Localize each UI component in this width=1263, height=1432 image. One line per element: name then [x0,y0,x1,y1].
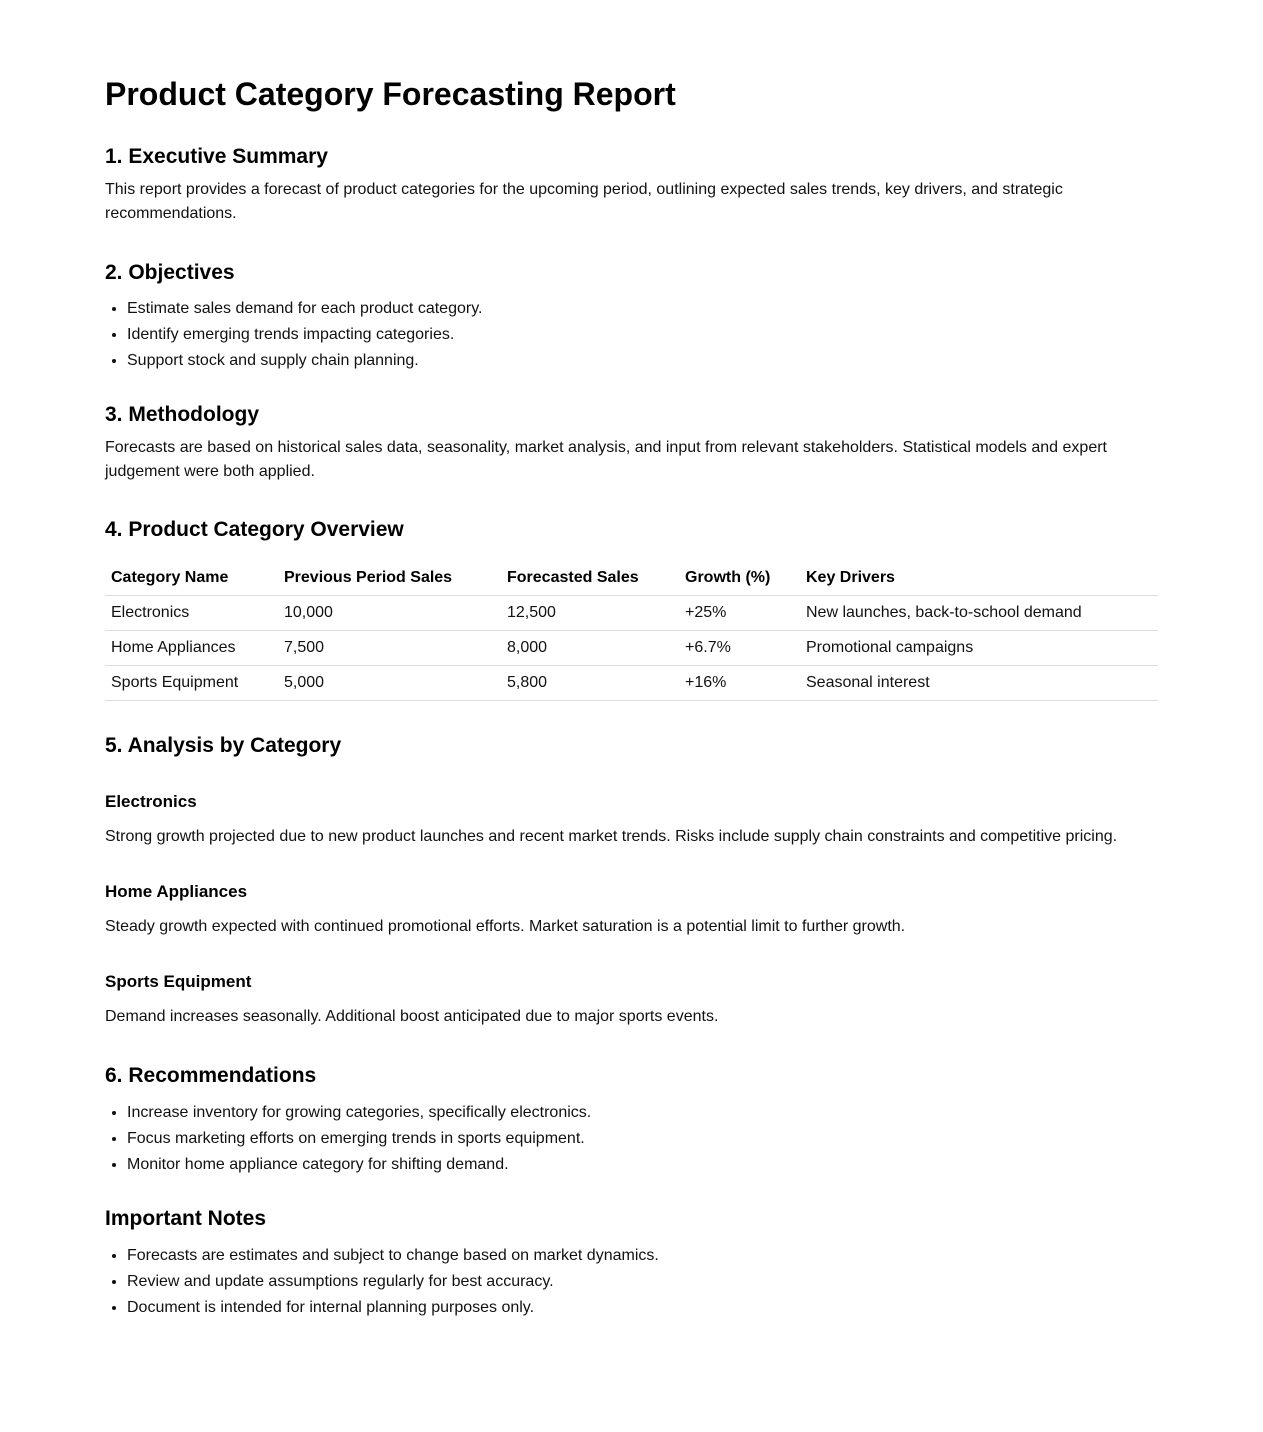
analysis-sports-equipment-text: Demand increases seasonally. Additional boost anticipated due to major sports events. [105,1008,719,1025]
table-cell: +16% [679,666,800,701]
table-cell: Sports Equipment [105,666,278,701]
list-item: • Identify emerging trends impacting categories. [127,322,1158,348]
table-cell: 7,500 [278,631,501,666]
table-row [105,596,1158,631]
list-item: • Document is intended for internal planning purposes only. [127,1295,1158,1321]
table-cell: 10,000 [278,596,501,631]
methodology-text: Forecasts are based on historical sales data, seasonality, market analysis, and input from relevant stakeholders. Statistical models and expert judgement were both applied. [105,439,1107,480]
table-cell: +25% [679,596,800,631]
table-header-row [105,560,1158,596]
recommendations-list [105,1100,1158,1178]
objectives-heading: 2. Objectives [105,261,235,284]
executive-summary-text: This report provides a forecast of product categories for the upcoming period, outlining expected sales trends, key drivers, and strategic recommendations. [105,181,1063,222]
column-header: Growth (%) [685,568,771,586]
overview-heading: 4. Product Category Overview [105,518,404,541]
column-header: Previous Period Sales [284,568,453,586]
table-cell: 8,000 [501,631,679,666]
analysis-electronics-text: Strong growth projected due to new product launches and recent market trends. Risks include supply chain constraints and competitive pricing. [105,828,1118,845]
column-header: Forecasted Sales [507,568,639,586]
analysis-electronics-heading: Electronics [105,792,197,811]
list-item: • Monitor home appliance category for shifting demand. [127,1152,1158,1178]
table-cell: Seasonal interest [800,666,1158,701]
analysis-heading: 5. Analysis by Category [105,734,342,757]
column-header: Key Drivers [806,568,895,586]
category-overview-table [105,560,1158,701]
table-cell: +6.7% [679,631,800,666]
list-item: • Support stock and supply chain planning. [127,348,1158,374]
table-cell: New launches, back-to-school demand [800,596,1158,631]
objectives-list [105,296,1158,374]
table-cell: 5,000 [278,666,501,701]
table-row [105,631,1158,666]
recommendations-heading: 6. Recommendations [105,1064,317,1087]
methodology-heading: 3. Methodology [105,403,259,426]
table-cell: 5,800 [501,666,679,701]
analysis-home-appliances-text: Steady growth expected with continued promotional efforts. Market saturation is a potential limit to further growth. [105,918,906,935]
table-cell: 12,500 [501,596,679,631]
list-item: • Increase inventory for growing categories, specifically electronics. [127,1100,1158,1126]
analysis-sports-equipment-heading: Sports Equipment [105,972,252,991]
table-cell: Electronics [105,596,278,631]
report-document [105,0,1158,1316]
table-cell: Home Appliances [105,631,278,666]
list-item: • Review and update assumptions regularly for best accuracy. [127,1269,1158,1295]
column-header: Category Name [111,568,229,586]
list-item: • Forecasts are estimates and subject to change based on market dynamics. [127,1243,1158,1269]
executive-summary-heading: 1. Executive Summary [105,145,328,168]
list-item: • Focus marketing efforts on emerging trends in sports equipment. [127,1126,1158,1152]
important-notes-list [105,1243,1158,1321]
list-item: • Estimate sales demand for each product category. [127,296,1158,322]
table-cell: Promotional campaigns [800,631,1158,666]
page-title: Product Category Forecasting Report [105,76,676,112]
table-row [105,666,1158,701]
analysis-home-appliances-heading: Home Appliances [105,882,248,901]
important-notes-heading: Important Notes [105,1207,267,1230]
